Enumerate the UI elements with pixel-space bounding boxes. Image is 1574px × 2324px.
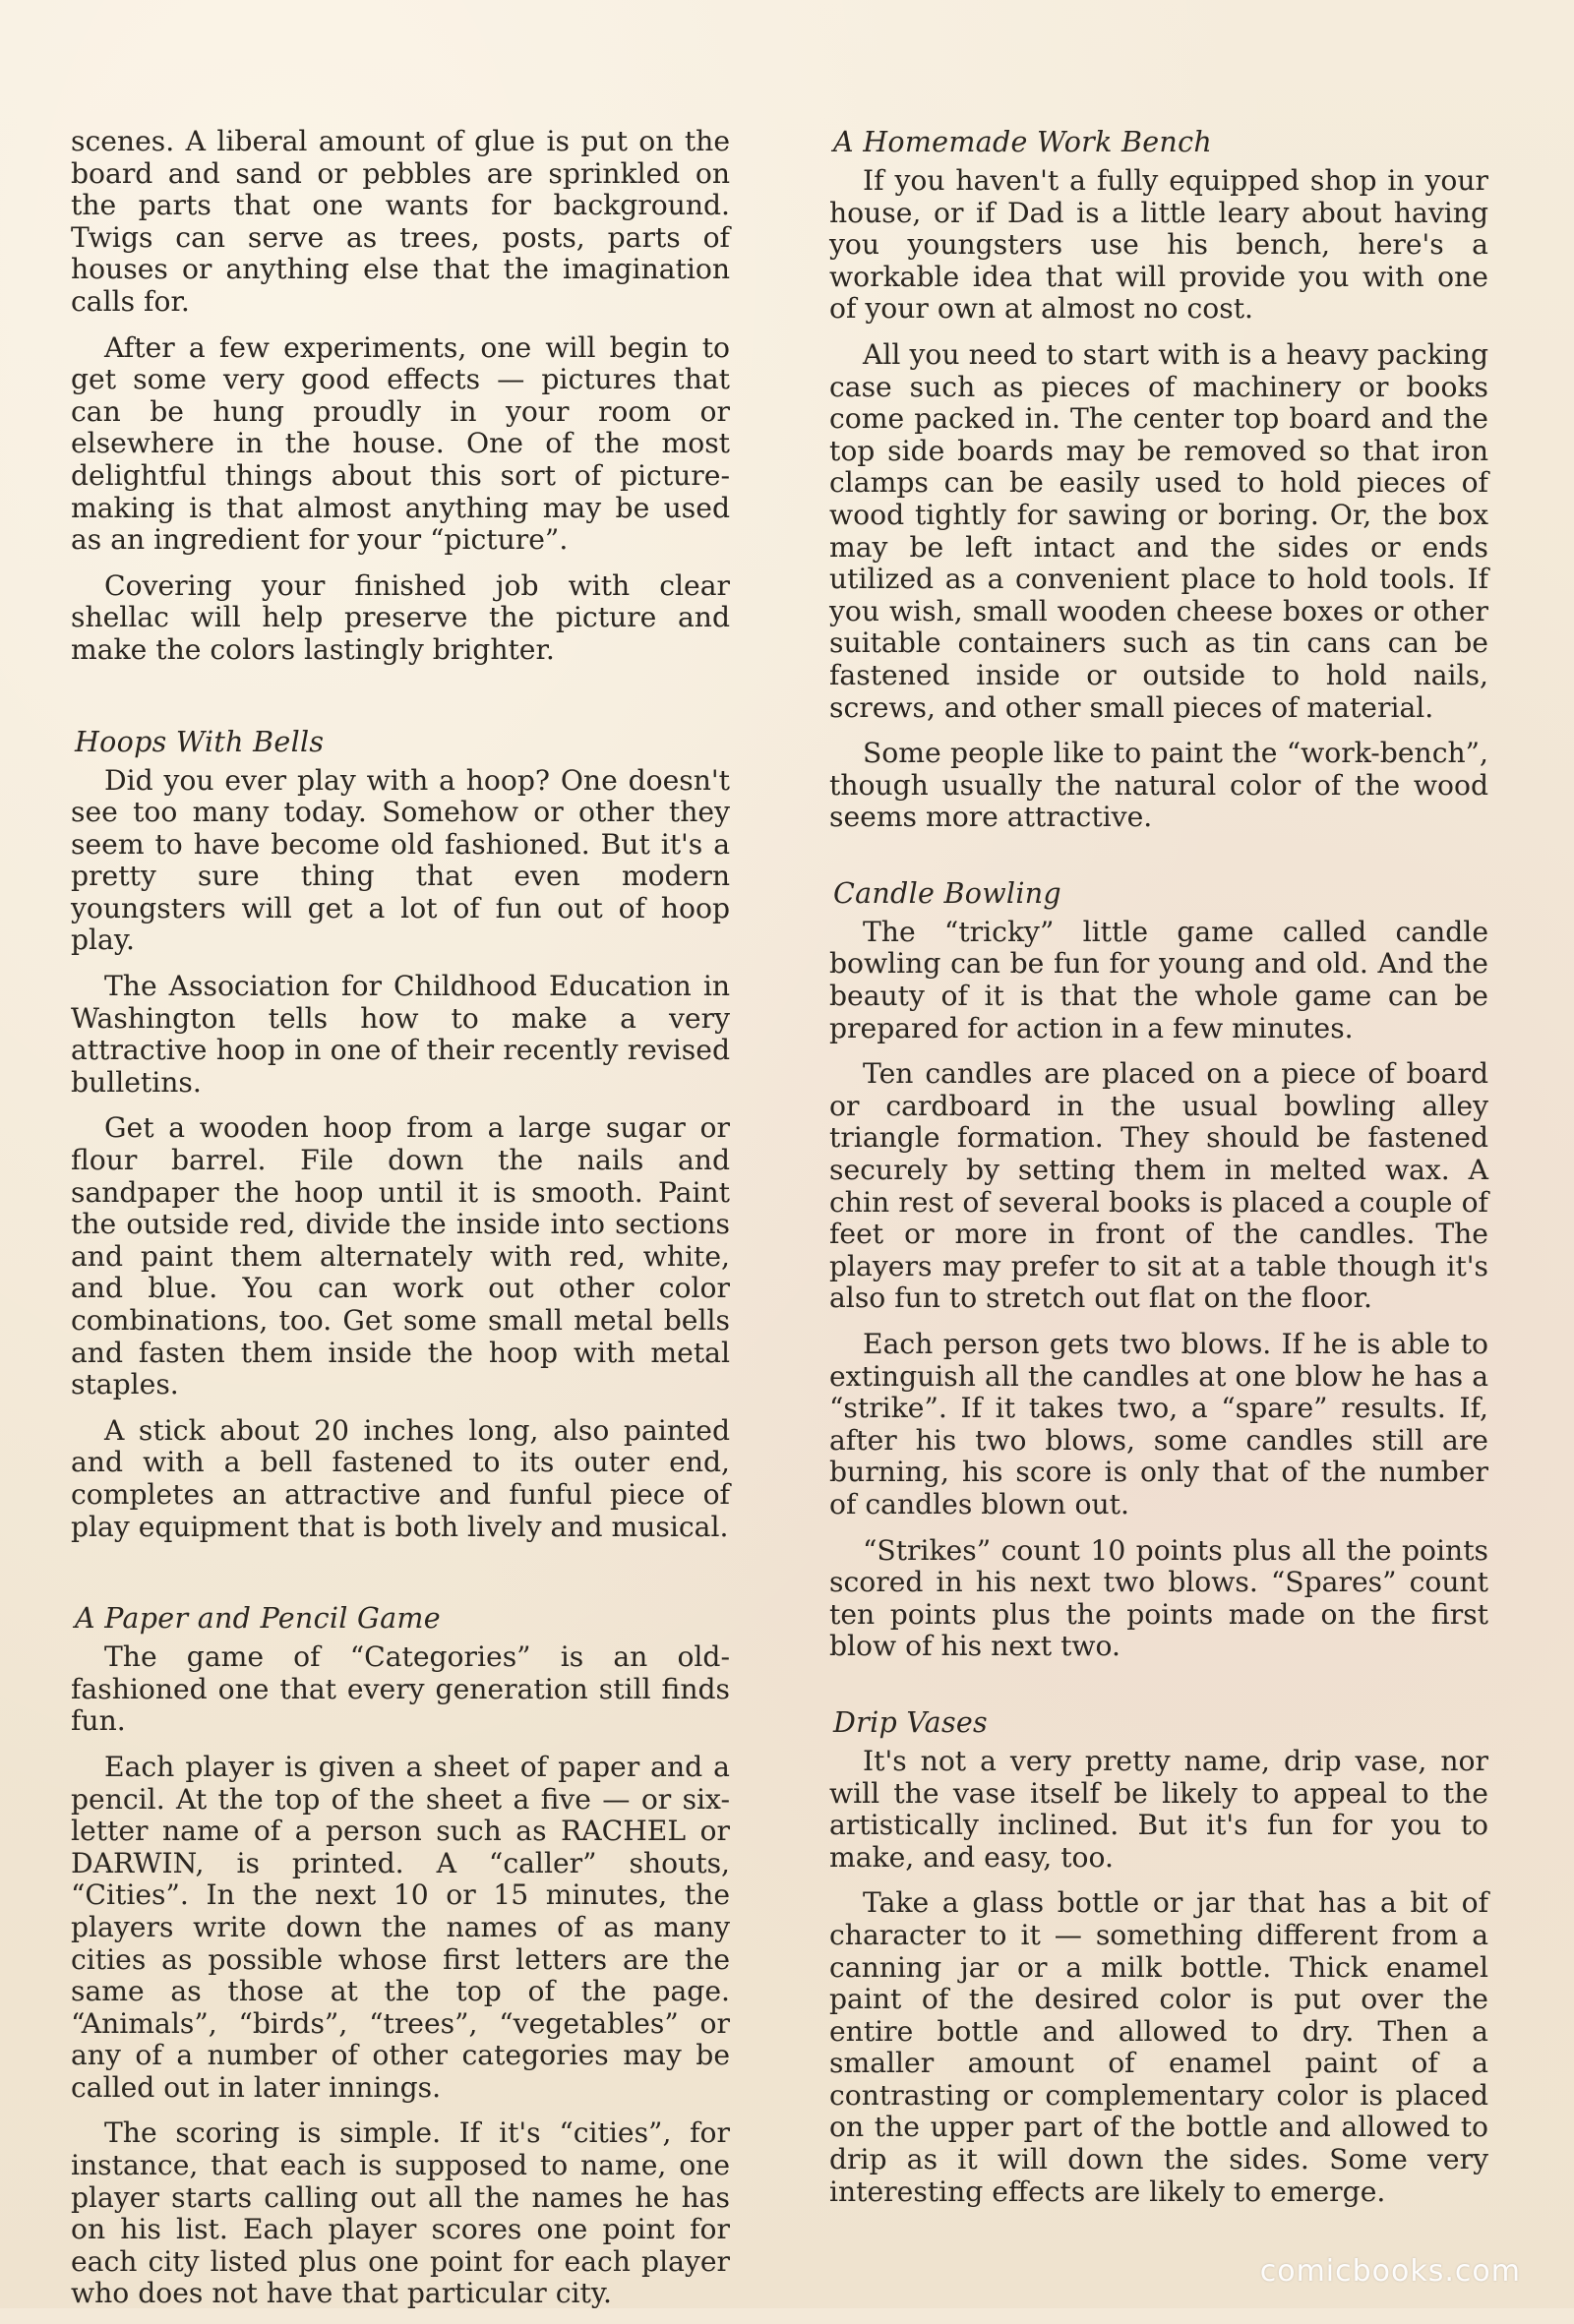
paragraph-work-bench-2: All you need to start with is a heavy packing case such as pieces of machinery or books come packed in. The center top board and the top side boards may be removed so that iron clamps can be easily used to hold pieces of wood tightly for sawing or boring. Or, the box may be left intact and the sides or ends utilized as a convenient place to hold tools. If you wish, small wooden cheese boxes or other suitable containers such as tin cans can be fastened inside or outside to hold nails, screws, and other small pieces of material. [829, 337, 1488, 724]
paragraph-candle-bowling-3: Each person gets two blows. If he is able to extinguish all the candles at one blow he has a “strike”. If it takes two, a “spare” results. If, after his two blows, some candles still are burning, his score is only that of the number of candles blown out. [829, 1328, 1488, 1520]
paragraph-candle-bowling-4: “Strikes” count 10 points plus all the points scored in his next two blows. “Spares” count ten points plus the points made on the first blow of his next two. [829, 1533, 1488, 1663]
left-column [71, 126, 730, 2324]
paragraph-candle-bowling-2: Ten candles are placed on a piece of board or cardboard in the usual bowling alley triangle formation. They should be fastened securely by setting them in melted wax. A chin rest of several books is placed a couple of feet or more in front of the candles. The players may prefer to sit at a table though it's also fun to stretch out flat on the floor. [829, 1057, 1488, 1315]
paragraph-hoops-2: The Association for Childhood Education in Washington tells how to make a very attractive hoop in one of their recently revised bulletins. [71, 970, 730, 1099]
paragraph-candle-bowling-1: The “tricky” little game called candle bowling can be fun for young and old. And the beauty of it is that the whole game can be prepared for action in a few minutes. [829, 915, 1488, 1044]
paragraph-hoops-1: Did you ever play with a hoop? One doesn't see too many today. Somehow or other they seem to have become old fashioned. But it's a pretty sure thing that even modern youngsters will get a lot of fun out of hoop play. [71, 763, 730, 957]
heading-drip-vases: Drip Vases [833, 1705, 988, 1739]
paragraph-intro-1: scenes. A liberal amount of glue is put on the board and sand or pebbles are sprinkled on the parts that one wants for background. Twigs can serve as trees, posts, parts of houses or anything else that the imagination calls for. [71, 125, 730, 318]
site-watermark: comicbooks.com [1259, 2254, 1521, 2289]
paragraph-paper-game-3: The scoring is simple. If it's “cities”, for instance, that each is supposed to name, one player starts calling out all the names he has on his list. Each player scores one point for each city listed plus one point for each player who does not have that particular city. [71, 2116, 730, 2310]
paragraph-work-bench-3: Some people like to paint the “work-bench”, though usually the natural color of the wood seems more attractive. [829, 737, 1488, 834]
heading-homemade-work-bench: A Homemade Work Bench [833, 126, 1212, 158]
paragraph-intro-3: Covering your finished job with clear shellac will help preserve the picture and make the colors lastingly brighter. [71, 568, 730, 666]
paragraph-drip-vases-1: It's not a very pretty name, drip vase, nor will the vase itself be likely to appeal to the artistically inclined. But it's fun for you to make, and easy, too. [829, 1744, 1488, 1874]
heading-paper-and-pencil-game: A Paper and Pencil Game [75, 1602, 441, 1636]
paragraph-work-bench-1: If you haven't a fully equipped shop in your house, or if Dad is a little leary about having you youngsters use his bench, here's a workable idea that will provide you with one of your own at almost no cost. [829, 164, 1488, 326]
heading-hoops-with-bells: Hoops With Bells [75, 725, 325, 758]
paragraph-drip-vases-2: Take a glass bottle or jar that has a bit of character to it — something different from a canning jar or a milk bottle. Thick enamel paint of the desired color is put over the entire bottle and allowed to dry. Then a smaller amount of enamel paint of a contrasting or complementary color is placed on the upper part of the bottle and allowed to drip as it will down the sides. Some very interesting effects are likely to emerge. [829, 1886, 1488, 2208]
heading-candle-bowling: Candle Bowling [833, 876, 1061, 910]
paragraph-paper-game-1: The game of “Categories” is an old-fashioned one that every generation still finds fun. [71, 1640, 730, 1738]
paragraph-paper-game-2: Each player is given a sheet of paper and a pencil. At the top of the sheet a five — or six-letter name of a person such as RACHEL or DARWIN, is printed. A “caller” shouts, “Cities”. In the next 10 or 15 minutes, the players write down the names of as many cities as possible whose first letters are the same as those at the top of the page. “Animals”, “birds”, “trees”, “vegetables” or any of a number of other categories may be called out in later innings. [71, 1750, 730, 2104]
right-column [829, 126, 1488, 2222]
paragraph-hoops-3: Get a wooden hoop from a large sugar or flour barrel. File down the nails and sandpaper the hoop until it is smooth. Paint the outside red, divide the inside into sections and paint them alternately with red, white, and blue. You can work out other color combinations, too. Get some small metal bells and fasten them inside the hoop with metal staples. [71, 1111, 730, 1401]
paragraph-intro-2: After a few experiments, one will begin to get some very good effects — pictures that can be hung proudly in your room or elsewhere in the house. One of the most delightful things about this sort of picture-making is that almost anything may be used as an ingredient for your “picture”. [71, 330, 730, 557]
paragraph-hoops-4: A stick about 20 inches long, also painted and with a bell fastened to its outer end, completes an attractive and funful piece of play equipment that is both lively and musical. [71, 1413, 730, 1543]
